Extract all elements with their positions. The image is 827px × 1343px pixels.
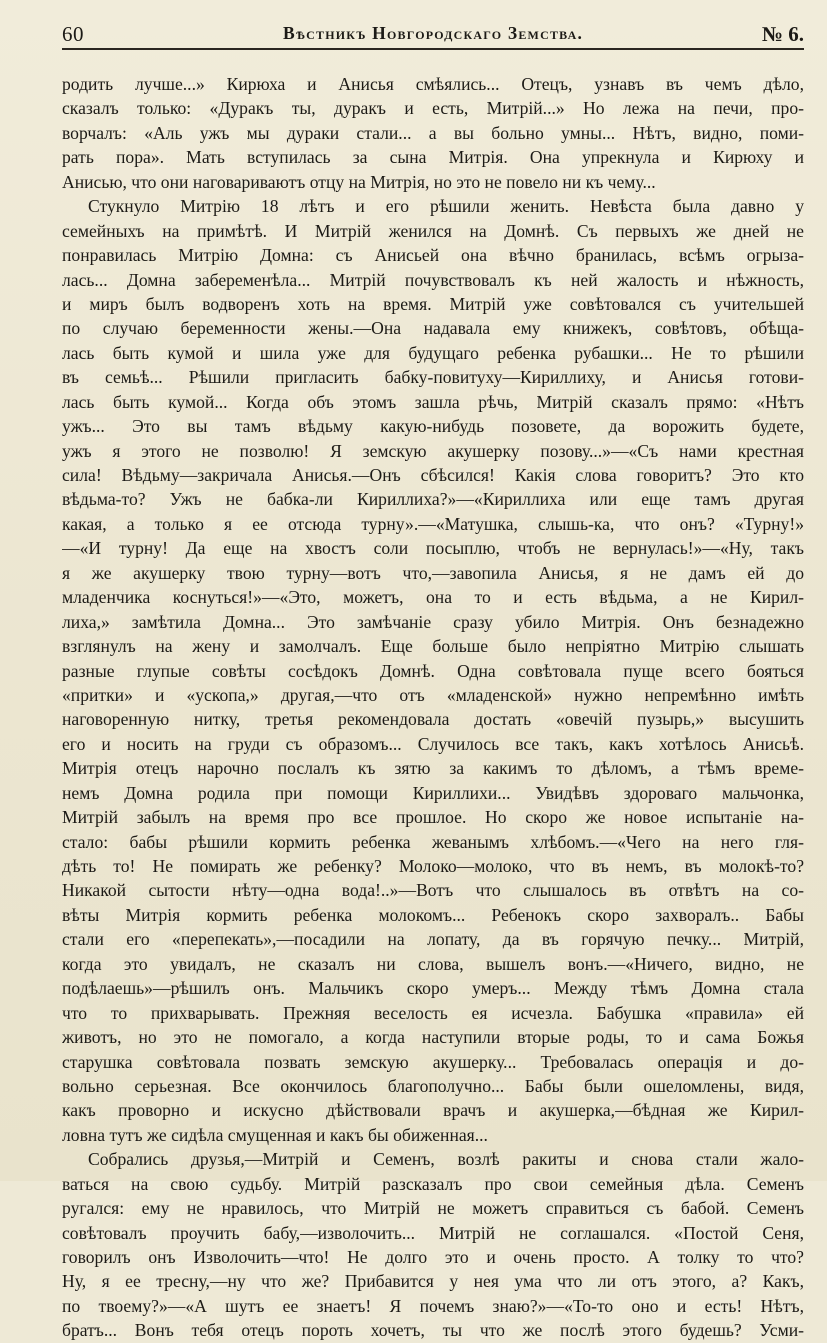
text-line: стало: бабы рѣшили кормить ребенка жеванымъ хлѣбомъ.—«Чего на него гля- (62, 831, 804, 852)
text-line: немъ Домна родила при помощи Кириллихи... Увидѣвъ здороваго мальчонка, (62, 782, 804, 803)
text-line: сказалъ только: «Дуракъ ты, дуракъ и есть, Митрій...» Но лежа на печи, про- (62, 98, 804, 119)
text-line: и миръ былъ водворенъ хоть на время. Митрій уже совѣтовался съ учительшей (62, 293, 804, 314)
text-line: что то прихварывать. Прежняя веселость ея исчезла. Бабушка «правила» ей (62, 1002, 804, 1023)
text-line: Стукнуло Митрію 18 лѣтъ и его рѣшили женить. Невѣста была давно у (88, 196, 804, 217)
text-line: Собрались друзья,—Митрій и Семенъ, возлѣ ракиты и снова стали жало- (88, 1149, 804, 1170)
text-line: вѣты Митрія кормить ребенка молокомъ... Ребенокъ скоро захворалъ.. Бабы (62, 904, 804, 925)
page-header (62, 18, 804, 50)
page-number: 60 (62, 22, 84, 46)
text-line: ваться на свою судьбу. Митрій разсказалъ про свои семейныя дѣла. Семенъ (62, 1173, 804, 1194)
text-line: когда это увидалъ, не сказалъ ни слова, вышелъ вонъ.—«Ничего, видно, не (62, 953, 804, 974)
text-line: «притки» и «ускопа,» другая,—что отъ «младенской» нужно непремѣнно имѣть (62, 684, 804, 705)
text-line: семейныхъ на примѣтѣ. И Митрій женился на Домнѣ. Съ первыхъ же дней не (62, 220, 804, 241)
text-line: Анисью, что они наговариваютъ отцу на Митрія, но это не повело ни къ чему... (62, 171, 656, 192)
text-line: сила! Вѣдьму—закричала Анисья.—Онъ сбѣсился! Какія слова говоритъ? Это кто (62, 465, 804, 485)
text-line: младенчика коснуться!»—«Это, можетъ, она то и есть вѣдьма, а не Кирил- (62, 587, 804, 608)
text-line: подѣлаешь»—рѣшилъ онъ. Мальчикъ скоро умеръ... Между тѣмъ Домна стала (62, 978, 804, 999)
text-line: совѣтовалъ проучить бабу,—изволочить... Митрій не соглашался. «Постой Сеня, (62, 1222, 804, 1243)
text-line: —«И турну! Да еще на хвостъ соли посыплю, чтобъ не вернулась!»—«Ну, такъ (62, 538, 804, 559)
text-line: ужъ... Это вы тамъ вѣдьму какую-нибудь позовете, да ворожить будете, (62, 416, 804, 437)
journal-title: Вѣстникъ Новгородскаго Земства. (282, 23, 584, 43)
text-line: понравилась Митрію Домна: съ Анисьей она вѣчно бранилась, всѣмъ огрыза- (62, 245, 804, 266)
text-line: дѣть то! Не помирать же ребенку? Молоко—молоко, что въ немъ, въ молокѣ-то? (62, 856, 804, 876)
text-line: я же акушерку твою турну—вотъ что,—завопила Анисья, я не дамъ ей до (62, 562, 804, 583)
text-line: говорилъ онъ Изволочить—что! Не долго это и очень просто. А толку то что? (62, 1247, 804, 1267)
text-line: ворчалъ: «Аль ужъ мы дураки стали... а вы больно умны... Нѣтъ, видно, поми- (62, 122, 804, 143)
text-line: ловна тутъ же сидѣла смущенная и какъ бы обиженная... (62, 1124, 488, 1145)
text-line: братъ... Вонъ тебя отецъ пороть хочетъ, ты что же послѣ этого будешь? Усми- (62, 1320, 804, 1341)
text-line: разные глупые совѣты сосѣдокъ Домнѣ. Одна совѣтовала пуще всего бояться (62, 660, 804, 681)
text-line: лиха,» замѣтила Домна... Это замѣчаніе сразу убило Митрія. Онъ безнадежно (62, 611, 804, 632)
body-text (62, 72, 804, 1343)
text-line: рать пора». Мать вступилась за сына Митрія. Она упрекнула и Кирюху и (62, 147, 804, 168)
text-line: животъ, но это не помогало, а когда наступили вторые роды, то и сама Божья (62, 1027, 804, 1048)
text-line: въ семьѣ... Рѣшили пригласить бабку-повитуху—Кириллиху, и Анисья готови- (62, 367, 804, 388)
text-line: взглянулъ на жену и замолчалъ. Еще больше было непріятно Митрію слышать (62, 636, 804, 657)
text-line: наговоренную нитку, третья рекомендовала достать «овечій пузырь,» высушить (62, 709, 804, 730)
text-line: лась быть кумой и шила уже для будущаго ребенка рубашки... Не то рѣшили (62, 342, 804, 363)
text-line: родить лучше...» Кирюха и Анисья смѣялись... Отецъ, узнавъ въ чемъ дѣло, (62, 74, 804, 94)
text-line: лась... Домна забеременѣла... Митрій почувствовалъ къ ней жалость и нѣжность, (62, 269, 804, 290)
text-line: вѣдьма-то? Ужъ не бабка-ли Кириллиха?»—«Кириллиха или еще тамъ другая (62, 489, 804, 510)
text-line: ругался: ему не нравилось, что Митрій не можетъ справиться съ бабой. Семенъ (62, 1198, 804, 1219)
text-line: вольно серьезная. Все окончилось благополучно... Бабы были ошеломлены, видя, (62, 1075, 804, 1096)
text-line: по твоему?»—«А шутъ ее знаетъ! Я почемъ знаю?»—«То-то оно и есть! Нѣтъ, (62, 1295, 804, 1316)
issue-number: № 6. (761, 22, 804, 46)
text-line: ужъ я этого не позволю! Я земскую акушерку позову...»—«Съ нами крестная (62, 440, 804, 461)
text-line: старушка совѣтовала позвать земскую акушерку... Требовалась операція и до- (62, 1051, 804, 1072)
text-line: Митрія отецъ нарочно послалъ къ зятю за какимъ то дѣломъ, а тѣмъ време- (62, 758, 804, 779)
text-line: по случаю беременности жены.—Она надавала ему книжекъ, совѣтовъ, обѣща- (62, 318, 804, 339)
text-line: стали его «перепекать»,—посадили на лопату, да въ горячую печку... Митрій, (62, 929, 804, 950)
text-line: какая, а только я ее отсюда турну».—«Матушка, слышь-ка, что онъ? «Турну!» (62, 513, 804, 534)
text-line: Никакой сытости нѣту—одна вода!..»—Вотъ что слышалось въ отвѣтъ на со- (62, 880, 804, 901)
text-line: Ну, я ее тресну,—ну что же? Прибавится у нея ума что ли отъ этого, а? Какъ, (62, 1271, 804, 1292)
text-line: Митрій забылъ на время про все прошлое. Но скоро же новое испытаніе на- (62, 807, 804, 828)
text-line: лась быть кумой... Когда объ этомъ зашла рѣчь, Митрій сказалъ прямо: «Нѣтъ (62, 391, 804, 412)
text-line: его и носить на груди съ образомъ... Случилось все такъ, какъ хотѣлось Анисьѣ. (62, 733, 804, 754)
text-line: какъ проворно и искусно дѣйствовали врачъ и акушерка,—бѣдная же Кирил- (62, 1100, 804, 1121)
